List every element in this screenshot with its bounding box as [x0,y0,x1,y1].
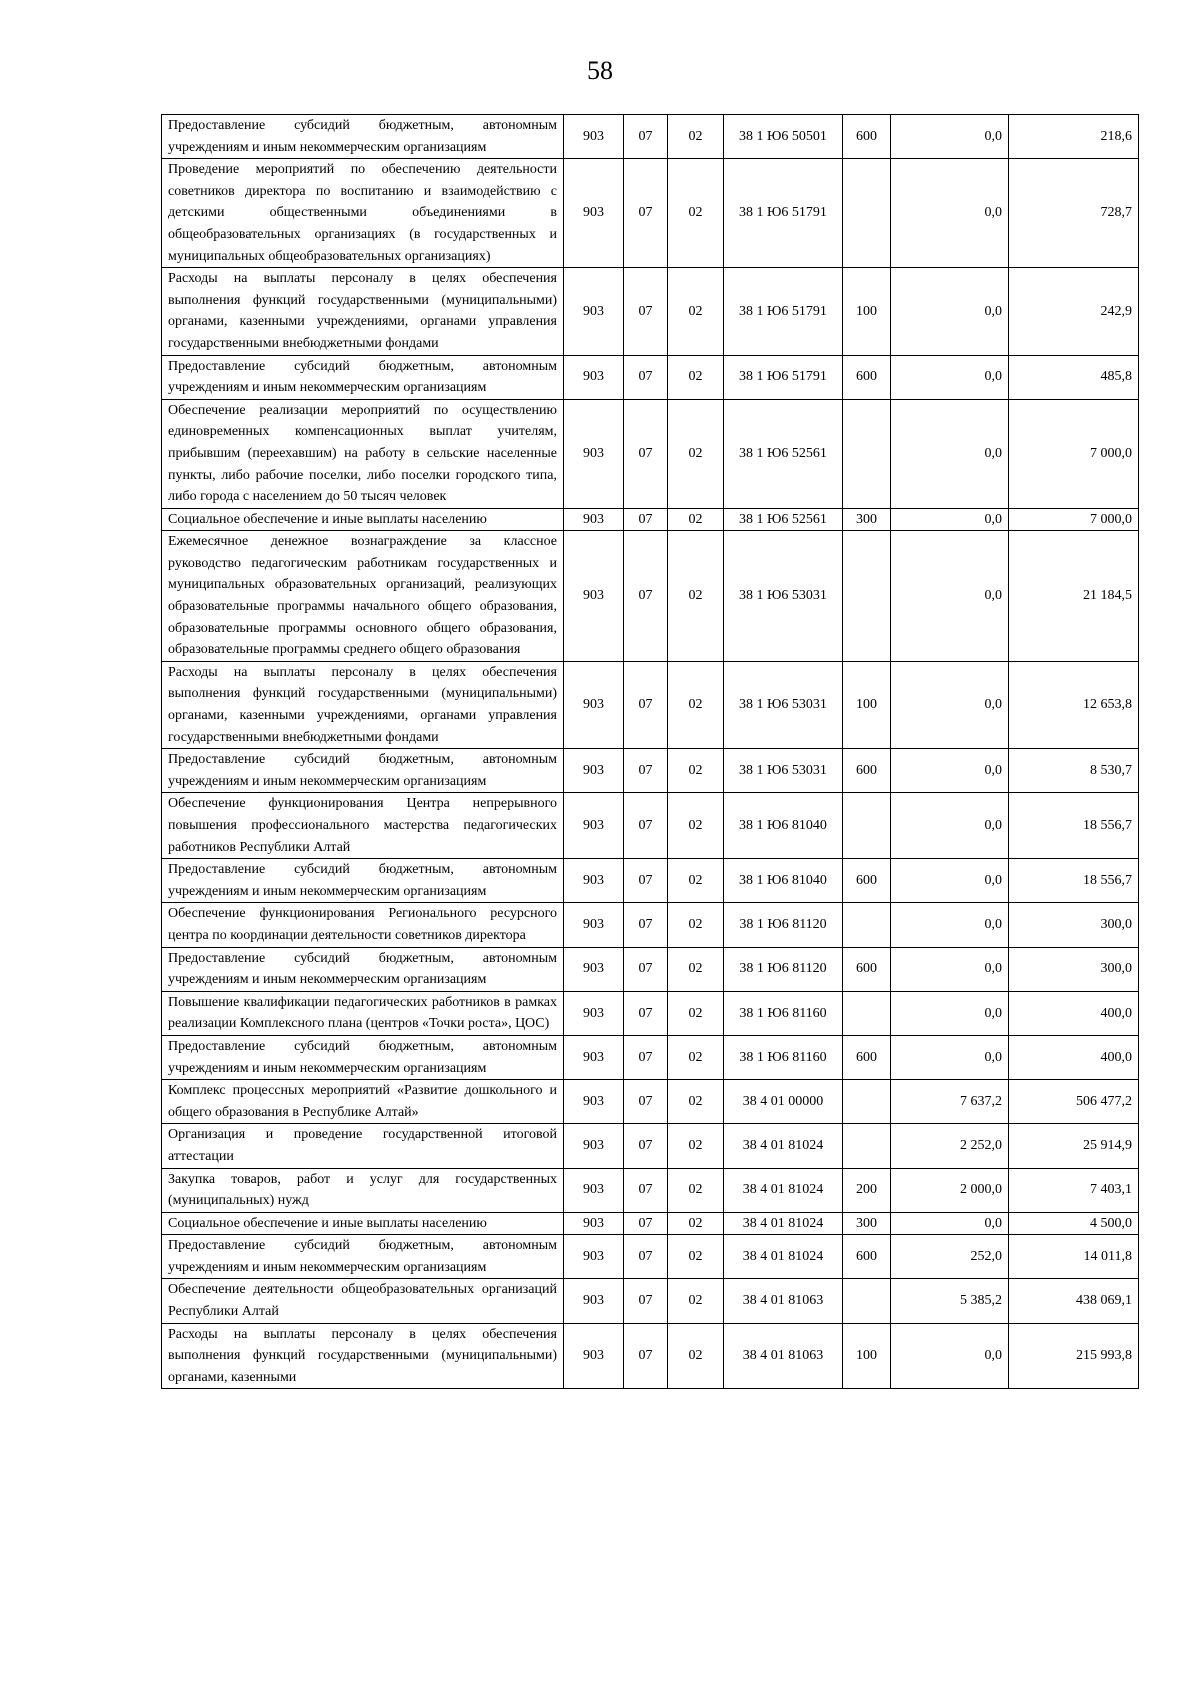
row-description: Комплекс процессных мероприятий «Развитие дошкольного и общего образования в Республике Алтай» [162,1080,564,1124]
amount-1: 0,0 [891,1212,1009,1235]
amount-1: 0,0 [891,399,1009,508]
ved-code: 903 [564,1035,624,1079]
table-row [162,531,1139,662]
table-row [162,1124,1139,1168]
row-description: Повышение квалификации педагогических работников в рамках реализации Комплексного плана (центров «Точки роста», ЦОС) [162,991,564,1035]
ved-code: 903 [564,355,624,399]
subsection-code: 02 [668,1279,724,1323]
expense-type-code: 600 [843,749,891,793]
amount-2: 7 000,0 [1009,399,1139,508]
amount-1: 252,0 [891,1235,1009,1279]
ved-code: 903 [564,1323,624,1389]
row-description: Расходы на выплаты персоналу в целях обеспечения выполнения функций государственными (муниципальными) органами, казенными [162,1323,564,1389]
target-article-code: 38 4 01 81063 [724,1279,843,1323]
amount-2: 8 530,7 [1009,749,1139,793]
target-article-code: 38 4 01 00000 [724,1080,843,1124]
subsection-code: 02 [668,115,724,159]
table-row [162,115,1139,159]
row-description: Социальное обеспечение и иные выплаты населению [162,1212,564,1235]
expense-type-code: 600 [843,355,891,399]
subsection-code: 02 [668,947,724,991]
expense-type-code [843,1279,891,1323]
amount-2: 14 011,8 [1009,1235,1139,1279]
expense-type-code: 600 [843,947,891,991]
ved-code: 903 [564,1235,624,1279]
amount-1: 0,0 [891,355,1009,399]
section-code: 07 [624,268,668,355]
target-article-code: 38 1 Ю6 53031 [724,661,843,748]
table-row [162,399,1139,508]
section-code: 07 [624,1279,668,1323]
subsection-code: 02 [668,1323,724,1389]
subsection-code: 02 [668,508,724,531]
subsection-code: 02 [668,1080,724,1124]
ved-code: 903 [564,115,624,159]
amount-2: 218,6 [1009,115,1139,159]
amount-2: 18 556,7 [1009,859,1139,903]
target-article-code: 38 4 01 81024 [724,1124,843,1168]
expense-type-code: 100 [843,661,891,748]
ved-code: 903 [564,793,624,859]
table-row [162,508,1139,531]
table-row [162,749,1139,793]
amount-1: 0,0 [891,115,1009,159]
target-article-code: 38 1 Ю6 81040 [724,793,843,859]
expense-type-code: 200 [843,1168,891,1212]
ved-code: 903 [564,859,624,903]
target-article-code: 38 1 Ю6 51791 [724,268,843,355]
row-description: Социальное обеспечение и иные выплаты населению [162,508,564,531]
ved-code: 903 [564,268,624,355]
amount-2: 300,0 [1009,903,1139,947]
row-description: Предоставление субсидий бюджетным, автономным учреждениям и иным некоммерческим организациям [162,355,564,399]
amount-2: 7 000,0 [1009,508,1139,531]
amount-2: 4 500,0 [1009,1212,1139,1235]
section-code: 07 [624,1212,668,1235]
amount-2: 242,9 [1009,268,1139,355]
subsection-code: 02 [668,159,724,268]
section-code: 07 [624,355,668,399]
subsection-code: 02 [668,1235,724,1279]
target-article-code: 38 1 Ю6 81120 [724,947,843,991]
row-description: Обеспечение реализации мероприятий по осуществлению единовременных компенсационных выплат учителям, прибывшим (переехавшим) на работу в сельские населенные пункты, либо рабочие поселки, либо поселки городского типа, либо города с населением до 50 тысяч человек [162,399,564,508]
ved-code: 903 [564,399,624,508]
section-code: 07 [624,531,668,662]
ved-code: 903 [564,661,624,748]
table-row [162,947,1139,991]
target-article-code: 38 4 01 81063 [724,1323,843,1389]
ved-code: 903 [564,991,624,1035]
amount-1: 0,0 [891,1035,1009,1079]
amount-1: 0,0 [891,991,1009,1035]
ved-code: 903 [564,1124,624,1168]
target-article-code: 38 1 Ю6 81040 [724,859,843,903]
expense-type-code [843,531,891,662]
subsection-code: 02 [668,1035,724,1079]
subsection-code: 02 [668,1168,724,1212]
table-row [162,1235,1139,1279]
section-code: 07 [624,159,668,268]
target-article-code: 38 1 Ю6 81160 [724,1035,843,1079]
expense-type-code [843,1080,891,1124]
table-row [162,793,1139,859]
amount-1: 0,0 [891,903,1009,947]
table-row [162,268,1139,355]
ved-code: 903 [564,1168,624,1212]
target-article-code: 38 1 Ю6 53031 [724,749,843,793]
amount-2: 485,8 [1009,355,1139,399]
row-description: Организация и проведение государственной итоговой аттестации [162,1124,564,1168]
target-article-code: 38 1 Ю6 81120 [724,903,843,947]
target-article-code: 38 1 Ю6 81160 [724,991,843,1035]
amount-1: 2 000,0 [891,1168,1009,1212]
target-article-code: 38 1 Ю6 52561 [724,399,843,508]
expense-type-code: 100 [843,1323,891,1389]
row-description: Предоставление субсидий бюджетным, автономным учреждениям и иным некоммерческим организациям [162,749,564,793]
section-code: 07 [624,1035,668,1079]
row-description: Ежемесячное денежное вознаграждение за классное руководство педагогическим работникам государственных и муниципальных образовательных организаций, реализующих образовательные программы начального общего образования, образовательные программы основного общего образования, образовательные программы среднего общего образования [162,531,564,662]
target-article-code: 38 4 01 81024 [724,1235,843,1279]
row-description: Расходы на выплаты персоналу в целях обеспечения выполнения функций государственными (муниципальными) органами, казенными учреждениями, органами управления государственными внебюджетными фондами [162,661,564,748]
amount-2: 728,7 [1009,159,1139,268]
table-row [162,1323,1139,1389]
table-body [162,115,1139,1389]
expense-type-code: 600 [843,859,891,903]
ved-code: 903 [564,1279,624,1323]
amount-2: 18 556,7 [1009,793,1139,859]
row-description: Обеспечение деятельности общеобразовательных организаций Республики Алтай [162,1279,564,1323]
subsection-code: 02 [668,355,724,399]
amount-1: 0,0 [891,947,1009,991]
subsection-code: 02 [668,1124,724,1168]
ved-code: 903 [564,1080,624,1124]
ved-code: 903 [564,947,624,991]
amount-2: 400,0 [1009,1035,1139,1079]
ved-code: 903 [564,159,624,268]
subsection-code: 02 [668,991,724,1035]
expense-type-code [843,793,891,859]
table-row [162,1080,1139,1124]
row-description: Предоставление субсидий бюджетным, автономным учреждениям и иным некоммерческим организациям [162,947,564,991]
target-article-code: 38 1 Ю6 51791 [724,355,843,399]
expense-type-code: 600 [843,1035,891,1079]
amount-1: 0,0 [891,508,1009,531]
amount-1: 5 385,2 [891,1279,1009,1323]
target-article-code: 38 1 Ю6 50501 [724,115,843,159]
row-description: Предоставление субсидий бюджетным, автономным учреждениям и иным некоммерческим организациям [162,115,564,159]
amount-1: 0,0 [891,859,1009,903]
row-description: Обеспечение функционирования Регионального ресурсного центра по координации деятельности советников директора [162,903,564,947]
table-row [162,661,1139,748]
amount-1: 7 637,2 [891,1080,1009,1124]
table-row [162,1279,1139,1323]
target-article-code: 38 4 01 81024 [724,1212,843,1235]
ved-code: 903 [564,1212,624,1235]
section-code: 07 [624,859,668,903]
budget-table [161,114,1139,1389]
section-code: 07 [624,1323,668,1389]
amount-1: 0,0 [891,1323,1009,1389]
expense-type-code [843,399,891,508]
section-code: 07 [624,115,668,159]
amount-2: 12 653,8 [1009,661,1139,748]
amount-2: 300,0 [1009,947,1139,991]
amount-1: 0,0 [891,531,1009,662]
row-description: Предоставление субсидий бюджетным, автономным учреждениям и иным некоммерческим организациям [162,1235,564,1279]
row-description: Расходы на выплаты персоналу в целях обеспечения выполнения функций государственными (муниципальными) органами, казенными учреждениями, органами управления государственными внебюджетными фондами [162,268,564,355]
subsection-code: 02 [668,661,724,748]
amount-1: 0,0 [891,268,1009,355]
target-article-code: 38 1 Ю6 52561 [724,508,843,531]
expense-type-code: 100 [843,268,891,355]
amount-1: 0,0 [891,159,1009,268]
section-code: 07 [624,399,668,508]
subsection-code: 02 [668,903,724,947]
amount-2: 506 477,2 [1009,1080,1139,1124]
expense-type-code [843,903,891,947]
amount-2: 215 993,8 [1009,1323,1139,1389]
table-row [162,903,1139,947]
amount-2: 21 184,5 [1009,531,1139,662]
table-row [162,991,1139,1035]
expense-type-code: 300 [843,508,891,531]
amount-2: 25 914,9 [1009,1124,1139,1168]
section-code: 07 [624,661,668,748]
target-article-code: 38 1 Ю6 51791 [724,159,843,268]
table-row [162,1212,1139,1235]
section-code: 07 [624,508,668,531]
expense-type-code: 600 [843,1235,891,1279]
section-code: 07 [624,991,668,1035]
page-number: 58 [587,56,613,85]
section-code: 07 [624,947,668,991]
table-row [162,159,1139,268]
amount-1: 0,0 [891,749,1009,793]
row-description: Предоставление субсидий бюджетным, автономным учреждениям и иным некоммерческим организациям [162,859,564,903]
section-code: 07 [624,793,668,859]
ved-code: 903 [564,508,624,531]
expense-type-code: 300 [843,1212,891,1235]
expense-type-code: 600 [843,115,891,159]
section-code: 07 [624,1124,668,1168]
subsection-code: 02 [668,749,724,793]
subsection-code: 02 [668,399,724,508]
subsection-code: 02 [668,1212,724,1235]
amount-1: 0,0 [891,793,1009,859]
amount-2: 7 403,1 [1009,1168,1139,1212]
table-row [162,1168,1139,1212]
expense-type-code [843,1124,891,1168]
row-description: Закупка товаров, работ и услуг для государственных (муниципальных) нужд [162,1168,564,1212]
section-code: 07 [624,1080,668,1124]
ved-code: 903 [564,749,624,793]
subsection-code: 02 [668,531,724,662]
table-row [162,859,1139,903]
row-description: Обеспечение функционирования Центра непрерывного повышения профессионального мастерства педагогических работников Республики Алтай [162,793,564,859]
row-description: Проведение мероприятий по обеспечению деятельности советников директора по воспитанию и взаимодействию с детскими общественными объединениями в общеобразовательных организациях (в государственных и муниципальных общеобразовательных организациях) [162,159,564,268]
table-row [162,1035,1139,1079]
ved-code: 903 [564,531,624,662]
amount-1: 0,0 [891,661,1009,748]
subsection-code: 02 [668,859,724,903]
amount-1: 2 252,0 [891,1124,1009,1168]
amount-2: 438 069,1 [1009,1279,1139,1323]
section-code: 07 [624,903,668,947]
table-row [162,355,1139,399]
section-code: 07 [624,749,668,793]
expense-type-code [843,159,891,268]
subsection-code: 02 [668,268,724,355]
ved-code: 903 [564,903,624,947]
expense-type-code [843,991,891,1035]
amount-2: 400,0 [1009,991,1139,1035]
section-code: 07 [624,1235,668,1279]
section-code: 07 [624,1168,668,1212]
subsection-code: 02 [668,793,724,859]
target-article-code: 38 1 Ю6 53031 [724,531,843,662]
target-article-code: 38 4 01 81024 [724,1168,843,1212]
row-description: Предоставление субсидий бюджетным, автономным учреждениям и иным некоммерческим организациям [162,1035,564,1079]
